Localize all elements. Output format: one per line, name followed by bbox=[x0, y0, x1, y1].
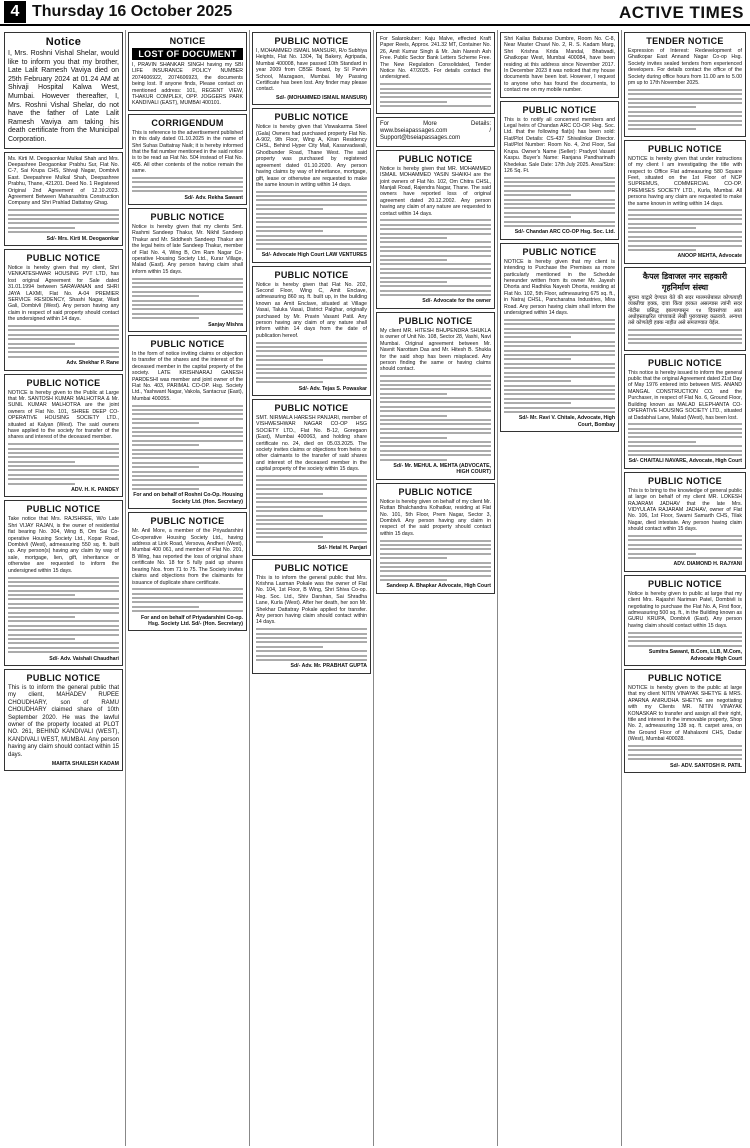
notice-title: PUBLIC NOTICE bbox=[150, 339, 225, 349]
notice-title: NOTICE bbox=[169, 36, 206, 46]
notice-signature: Sd/- ADV. SANTOSH R. PATIL bbox=[670, 762, 742, 769]
notice-box bbox=[128, 512, 247, 631]
notice-box bbox=[624, 140, 746, 264]
notice-text-lines bbox=[256, 191, 367, 250]
notice-signature: ANOOP MEHTA, Advocate bbox=[677, 253, 742, 260]
notice-signature: Sd/- Hetal H. Panjari bbox=[317, 545, 367, 552]
notice-body: My client MR. HITESH BHUPENDRA SHUKLA is owner of Unit No. 108, Sector 28, Vashi, Navi Mumbai. Original agreement between Mr. Navnit Narottam Das and Mr. Hitesh B. Shukla for the said shop has been misplaced. Any person finding the same or having claims should contact. bbox=[380, 327, 491, 373]
notice-title: PUBLIC NOTICE bbox=[648, 143, 722, 154]
notice-body: Expression of Interest: Redevelopment of Ghatkopar East Annand Nagar Co-op Hsg. Society invites sealed tenders from experienced developers. For details contact the office of the Society during office hours from 11.00 am to 5.00 pm up to 17th November 2025. bbox=[628, 48, 742, 87]
notice-signature: For and on behalf of Priyadarshini Co-op. Hsg. Society Ltd. Sd/- (Hon. Secretary) bbox=[140, 614, 243, 628]
notice-columns bbox=[2, 30, 748, 1146]
notice-body: NOTICE is hereby given to the Public at Large that Mr. SANTOSH KUMAR MALHOTRA & Mr. SUNIL KUMAR MALHOTRA are the joint owners of Flat No. 101, SHREE DEEP CO-OPERATIVE HOUSING SOCIETY LTD., situated at Kalyan (West). The said owners have applied to the society for transfer of the shares and interest of the deceased member. bbox=[8, 389, 119, 441]
notice-title: PUBLIC NOTICE bbox=[274, 36, 349, 46]
notice-text-lines bbox=[628, 745, 742, 760]
notice-box bbox=[4, 669, 123, 771]
notice-signature: Sd/- Adv. Rekha Sawant bbox=[184, 194, 243, 201]
notice-title: PUBLIC NOTICE bbox=[648, 578, 722, 589]
notice-body: Notice is hereby given that Flat No. 202, Second Floor, Wing C, Amit Enclave, admeasuring 860 sq. ft. built up, in the building known as Amit Enclave, situated at Village Vasai, Taluka Vasai, District Palghar, originally purchased by Mr. Pravin Vasant Patil. Any person having any claim of any nature shall inform within 14 days from the date of publication hereof. bbox=[256, 281, 367, 339]
notice-text-lines bbox=[628, 632, 742, 647]
notice-body: Notice is hereby given that my client, Shri VENKATESHWAR HOUSING PVT LTD, has lost original Agreement for Sale dated 31.01.1994 between SARAVANAN and SHRI JAYA LAXMI, Flat No. A-04 PREMIER SERVICE RESIDENCY, Shashi Nagar, Wadi Gali, Dombivli (West). Any person having any claim in respect of said property should contact the undersigned within 14 days. bbox=[8, 264, 119, 323]
notice-box bbox=[128, 208, 247, 332]
notice-body: For More Details: www.bseiapassages.com / Support@bseiapassages.com bbox=[380, 120, 491, 142]
notice-title: PUBLIC NOTICE bbox=[398, 486, 473, 497]
notice-body: This is to inform the general public that Mrs. Krishna Laxman Pokale was the owner of Flat No. 104, 1st Floor, B Wing, Shri Shiva Co-op. Hsg. Soc. Ltd., Shiv Darshan, Sai Shradha Lane, Kurla (West). After her death, her son Mr. Shekhar Dattatray Pokale applied for transfer. Any person having claim should contact within 14 days. bbox=[256, 574, 367, 626]
notice-body: For Salarokuber: Kaju Malve, effected Kraft Paper Reels, Approx. 241.32 MT, Container No. 26, Amit Kumar Singh & Mr. Jain Naresh Ash Free. Public Sector Bank Letters Scheme Free. The New Regulation Consolidated, Tender Notice No. 47/2025. For details contact the undersigned. bbox=[380, 36, 491, 81]
notice-signature: Sandeep A. Bhapkar Advocate, High Court bbox=[386, 583, 491, 590]
notice-text-lines bbox=[628, 423, 742, 456]
notice-box bbox=[376, 312, 495, 480]
notice-signature: Sd/- Advocate for the owner bbox=[422, 298, 491, 305]
notice-text-lines bbox=[132, 177, 243, 192]
page-number: 4 bbox=[4, 1, 26, 23]
notice-box bbox=[4, 500, 123, 665]
notice-title: PUBLIC NOTICE bbox=[26, 377, 101, 388]
notice-body: Notice is hereby given on behalf of my client Mr. Ruttan Bhalchandra Kolhatkar, residing at Flat No. 101, 5th Floor, Prem Nagar, Sector 3, Dombivli. Any person having any claim in respect of the said property should contact within 15 days. bbox=[380, 498, 491, 537]
notice-title: PUBLIC NOTICE bbox=[398, 153, 473, 164]
column-1 bbox=[2, 30, 126, 1146]
notice-body: Notice is hereby given to public at large that my client Mrs. Rajashri Nariman Patel, Dombivli is negotiating to purchase the Flat No. A, First floor, admeasuring 500 sq. ft., in the Building known as GURU KRUPA, Dombivli (East). Any person having claim should contact within 15 days. bbox=[628, 590, 742, 629]
notice-signature: ADV. DIAMOND H. RAJYANI bbox=[673, 561, 742, 568]
notice-box bbox=[624, 267, 746, 351]
notice-text-lines bbox=[256, 342, 367, 384]
notice-text-lines bbox=[380, 83, 491, 107]
notice-box bbox=[4, 32, 123, 149]
notice-box bbox=[500, 101, 619, 240]
notice-text-lines bbox=[132, 278, 243, 320]
notice-signature: Sd/- Adv. Tejas S. Powaskar bbox=[298, 385, 367, 392]
notice-body: I, MOHAMMED ISMAIL MANSURI, R/o Subhiya Heights, Flat No. 1304, Taj Bakery, Agripada, Mumbai 400008, have passed 10th Standard in year 2009 from CBSE Board, by SI Parvin School, Mazagaon, Mumbai. My Passing Certificate has been lost. Any finder may please contact. bbox=[256, 48, 367, 93]
notice-body: SMT. NIRMALA HARESH PANJARI, member of VISHWESHWAR NAGAR CO-OP HSG SOCIETY LTD., Flat No. B-12, Goregaon (East), Mumbai 400063, and holding share certificate no. 24, died on 05.03.2025. The society invites claims or objections from heirs or other claimants to the transfer of said shares and interest of the deceased member in the capital property of the society within 15 days. bbox=[256, 414, 367, 473]
notice-text-lines bbox=[628, 209, 742, 251]
notice-box bbox=[624, 575, 746, 666]
notice-body: This is to inform the general public that my client, MAHADEV RUPEE CHOUDHARY, son of RAMU CHOUDHARY claimed share of 10th September 2020. He was the lawful owner of the property located at PLOT NO. 261, BEHIND KANDIVALI (WEST), KANDIVALI WEST, MUMBAI. Any person having any claim should contact within 15 days. bbox=[8, 684, 119, 758]
notice-box bbox=[624, 472, 746, 572]
notice-signature: Sd/- Adv. Mr. PRABHAT GUPTA bbox=[290, 663, 367, 670]
notice-text-lines bbox=[132, 405, 243, 490]
notice-title: PUBLIC NOTICE bbox=[26, 252, 101, 263]
notice-title: Notice bbox=[45, 36, 82, 48]
notice-signature: Sumitra Sawant, B.Com, LLB, M.Com, Advocate High Court bbox=[648, 649, 742, 662]
notice-signature: Sd/- Adv. Vaishali Chaudhari bbox=[49, 655, 119, 662]
notice-box bbox=[500, 32, 619, 98]
notice-title: PUBLIC NOTICE bbox=[522, 104, 597, 115]
notice-signature: Sd/- CHAITALI NAVARE, Advocate, High Court bbox=[628, 458, 742, 465]
notice-text-lines bbox=[380, 375, 491, 460]
notice-box bbox=[252, 399, 371, 556]
notice-title: PUBLIC NOTICE bbox=[26, 504, 101, 515]
notice-text-lines bbox=[256, 475, 367, 543]
notice-title: PUBLIC NOTICE bbox=[274, 402, 349, 413]
notice-text-lines bbox=[628, 535, 742, 559]
notice-body: This is reference to the advertisement published in this daily dated 01.10.2025 in the name of Shri Suhas Dattatray Naik; it is hereby informed that the flat number mentioned in the said notice is to be read as Flat No. 504 instead of Flat No. 405. All other contents of the notice remain the same. bbox=[132, 129, 243, 175]
column-6 bbox=[622, 30, 748, 1146]
notice-body: NOTICE is hereby given that under instructions of my client I am investigating the title with respect to Office Flat admeasuring 580 Square Feet, situated on the 1st Floor of NCP SUPREMUS, COMMERCIAL CO-OP. PREMISES SOCIETY LTD., Kurla, Mumbai. All persons having any claim are requested to make the same known in writing within 14 days. bbox=[628, 155, 742, 207]
notice-body: NOTICE is hereby given that my client is intending to Purchase the Premises as more particularly mentioned in the Schedule hereunder written from its owner Mr. Jayesh Dhorta and Radhika Nayesh Dhorta, residing at Flat No. 102, 5th Floor, admeasuring 675 sq. ft., in Natraj CHSL, Pancharatna Industries, Mira Road. Any person having claim shall inform the undersigned within 14 days. bbox=[504, 258, 615, 317]
notice-box bbox=[376, 483, 495, 594]
notice-subtitle: LOST OF DOCUMENT bbox=[132, 48, 243, 60]
notice-title: PUBLIC NOTICE bbox=[274, 269, 349, 280]
notice-body: This notice is hereby issued to inform the general public that the original Agreement dated 21st Day of May 1976 entered into between M/S. ANAND MANGAL CONSTRUCTION CO. and the Purchaser, in respect of Flat No. 6, Ground Floor, Building known as MALAD ELEPHANTA CO-OPERATIVE HOUSING SOCIETY LTD., situated at Dadabhai Lane, Malad (West), has been lost. bbox=[628, 369, 742, 421]
notice-box bbox=[252, 32, 371, 105]
notice-body: Notice is hereby given that Viswakarma Steel (Gala) Owners had purchased property Flat No. A-902, 9th Floor, Wing A, Kiran Residency CHSL, Behind Hyper City Mall, Kasarvadavali, Ghodbunder Road, Thane West. The said property was purchased by registered agreement dated 01.10.2020. Any person having claims by way of inheritance, mortgage, gift, lease or otherwise are requested to make the same known in writing within 14 days. bbox=[256, 124, 367, 188]
notice-box bbox=[624, 354, 746, 469]
newspaper-name: ACTIVE TIMES bbox=[618, 3, 744, 22]
notice-body: Take notice that Mrs. RAJSHREE, W/o Late Shri VIJAY RAJAN, is the owner of residential flat bearing No. 304, Wing B, Om Sai Co-operative Housing Society Ltd., Kopar Road, Dombivli (West), admeasuring 550 sq. ft. built up. Any person(s) having any claim by way of sale, mortgage, lien, gift, inheritance or otherwise are requested to inform the undersigned within 15 days. bbox=[8, 516, 119, 574]
issue-date: Thursday 16 October 2025 bbox=[32, 3, 233, 20]
notice-signature: Sd/- Chandan ARC CO-OP Hsg. Soc. Ltd. bbox=[514, 229, 615, 236]
notice-title: CORRIGENDUM bbox=[151, 117, 224, 128]
notice-text-lines bbox=[380, 540, 491, 582]
notice-title: PUBLIC NOTICE bbox=[150, 212, 225, 223]
column-3 bbox=[250, 30, 374, 1146]
notice-text-lines bbox=[380, 219, 491, 296]
notice-text-lines bbox=[504, 319, 615, 413]
notice-box bbox=[376, 150, 495, 309]
notice-box bbox=[252, 266, 371, 396]
notice-title: कैपल डिवाजल नगर सहकारी गृहनिर्माण संस्था bbox=[642, 271, 728, 292]
notice-signature: ADV. H. K. PANDEY bbox=[71, 487, 119, 494]
notice-signature: MAMTA SHAILESH KADAM bbox=[51, 761, 119, 767]
notice-box bbox=[376, 117, 495, 147]
notice-box bbox=[4, 152, 123, 246]
notice-body: Mr. Anil More, a member of the Priyadarshini Co-operative Housing Society Ltd., having address at Link Road, Versova, Andheri (West), Mumbai 400 061, and member of Flat No. 201, B Wing, has reported the loss of original share certificate No. 18 for 5 fully paid up shares bearing Nos. from 71 to 75. The Society invites claims and objections from the claimants for issuance of duplicate share certificate. bbox=[132, 528, 243, 586]
notice-box bbox=[624, 32, 746, 137]
notice-text-lines bbox=[8, 577, 119, 654]
notice-title: PUBLIC NOTICE bbox=[398, 315, 473, 326]
notice-body: In the form of notice inviting claims or objection to transfer of the shares and the interest of the deceased member in the capital property of the society. LATE KRISHNARAJ GANESH PARDESHI was member and joint owner of the Flat No. 403, PARIMAL CO-OP. Hsg. Society Ltd., Yashwant Nagar, Vakola, Santacruz (East), Mumbai 400055. bbox=[132, 351, 243, 402]
notice-title: PUBLIC NOTICE bbox=[26, 672, 101, 683]
notice-box bbox=[500, 243, 619, 432]
column-4 bbox=[374, 30, 498, 1146]
notice-box bbox=[128, 32, 247, 111]
notice-box bbox=[252, 108, 371, 262]
notice-title: PUBLIC NOTICE bbox=[274, 112, 349, 123]
notice-signature: Sanjay Mishra bbox=[208, 321, 243, 328]
notice-signature: For and on behalf of Roshni Co-Op. Housing Society Ltd. (Hon. Secretary) bbox=[133, 492, 243, 505]
notice-signature: Sd/- Mr. Ravi V. Chitale, Advocate, High Court, Bombay bbox=[518, 415, 615, 428]
notice-body: This is to notify all concerned members and Legal heirs of Chandan ARC CO-OP. Hsg. Soc. Ltd. that the following flat(s) has been sold: Flat/Plot Details: CS-437 Shivalinkar Director. Flat/Plot Number: Room No. 4, 2nd Floor, Sai Krupa. Owner's Name (Seller): Pradyot Vasant Kaspu. Buyer's Name: Ranjana Pandharinath Khedekar. Sale Date: 17th July 2025. Area/Size: 126 Sq. Ft. bbox=[504, 116, 615, 174]
notice-text-lines bbox=[256, 628, 367, 661]
notice-title: PUBLIC NOTICE bbox=[648, 673, 722, 684]
notice-title: PUBLIC NOTICE bbox=[274, 562, 349, 573]
notice-box bbox=[624, 669, 746, 773]
notice-body: सूचना याद्वारे देण्यात येते की सदर मालमत्तेबाबत कोणत्याही व्यक्तीचा हक्क, दावा किंवा हरकत असल्यास त्यांनी सदर नोटीस प्रसिद्ध झाल्यापासून १४ दिवसांच्या आत अधोहस्ताक्षरित यांच्याकडे लेखी पुराव्यासह कळवावे. अन्यथा तसे कोणतेही हक्क नाहीत असे समजण्यात येईल. bbox=[628, 294, 742, 327]
notice-text-lines bbox=[8, 443, 119, 485]
column-2 bbox=[126, 30, 250, 1146]
notice-box bbox=[4, 374, 123, 498]
notice-text-lines bbox=[628, 329, 742, 344]
notice-title: PUBLIC NOTICE bbox=[522, 246, 597, 257]
notice-body: Notice is hereby given that MR. MOHAMMED ISMAIL MOHAMMED YASIN SHAIKH are the joint owners of Flat No. 102, Om Chitra CHSL, Manjali Road, Rajendra Nagar, Thane. The said owners have reported loss of original agreement dated 20.12.2002. Any person having any claim of any nature are requested to contact within 14 days. bbox=[380, 165, 491, 217]
notice-body: NOTICE is hereby given to the public at large that my client NITIN VINAYAK SHETYE & MRS. APARNA ANIRUDHA SHETYE are negotiating with my Clients MR. NITIN VINAYAK KONASKAR to transfer and assign all their right, title and interest in the immovable property, Shop No. 2, admeasuring 138 sq. ft. carpet area, on the Ground Floor of Mahalaxmi CHS, Dadar (West), Mumbai 400028. bbox=[628, 685, 742, 743]
notice-signature: Sd/- (MOHAMMED ISMAIL MANSURI) bbox=[276, 94, 367, 101]
notice-body: I, Mrs. Roshni Vishal Shelar, would like to inform you that my brother, Late Lalit Ramesh Vaviya died on 25th February 2024 at 01.24 AM at Shivaji Hospital Kalwa West, Mumbai. However thereafter, I, Mrs. Roshni Vishal Shelar, do not have the father of Late Lalit Ramesh Vaviya am taking his death certificate from the Municipal Corporation. bbox=[8, 50, 119, 143]
notice-signature: Sd/- Mrs. Kirti M. Deogaonkar bbox=[46, 235, 119, 242]
notice-text-lines bbox=[504, 177, 615, 227]
notice-text-lines bbox=[8, 325, 119, 358]
notice-box bbox=[252, 559, 371, 674]
notice-body: Notice is hereby given that my clients Smt. Rashmi Sandeep Thakur, Mr. Nikhil Sandeep Thakur and Mr. Siddhesh Sandeep Thakur are the legal heirs of late Sandeep Thakur, member of Flat No. 4, Wing B, Om Ram Nagar Co-operative Housing Society Ltd., Kurar Village, Malad (East). Any person having claim shall inform within 15 days. bbox=[132, 224, 243, 275]
notice-body: Ms. Kirti M. Deogaonkar Mulkal Shah and Mrs. Deepashree Deogaonkar Prabhu Sur, Flat No. C-7, Sai Krupa CHS, Shivaji Nagar, Dombivli East. Deepashree Mulkal Shah, Deepashree Prabhu, Thane, 421201. Deed No. 1 Registered Original 2nd Agreement of 12.10.2023. Agreement Between Maharashtra Construction Company and Shri Prahlad Dattatray Ghag. bbox=[8, 155, 119, 207]
notice-box bbox=[128, 335, 247, 509]
notice-body: Shri Kailas Baburao Dumbre, Room No. C-8, Near Master Chawl No. 2, R. S. Kadam Marg, Shri Krishna Krida Mandal, Bhatwadi, Ghatkopar West, Mumbai 400084, have been residing at this address since November 2017. In December 2023 it was noticed that my house documents have been lost. However, I request to anyone who has found the documents, to contact me on my mobile number. bbox=[504, 36, 615, 94]
notice-title: PUBLIC NOTICE bbox=[648, 357, 722, 368]
notice-box bbox=[4, 249, 123, 371]
notice-body: This is to bring to the knowledge of general public at large on behalf of my client MR. LOKESH RAJARAM JADHAV that the late Mrs. VIDYULATA RAJARAM JADHAV, owner of Flat No. 106, 1st Floor, Swami Samarth CHS, Tilak Nagar, died intestate. Any person having claim should contact within 15 days. bbox=[628, 487, 742, 533]
notice-text-lines bbox=[132, 588, 243, 612]
notice-body: I, PRAVIN SHANKAR SINGH having my SBI LIFE INSURANCE POLICY NUMBER 2074606922, 2074606923, the documents being lost. If anyone finds, Please contact on mentioned address: 101, REGENT VIEW, THAKUR COMPLEX, OPP. JOGGERS PARK KANDIVALI (EAST), MUMBAI 400101. bbox=[132, 62, 243, 107]
masthead bbox=[0, 0, 750, 26]
notice-box bbox=[376, 32, 495, 114]
notice-title: TENDER NOTICE bbox=[646, 36, 724, 46]
notice-signature: Adv. Shekhar P. Rane bbox=[66, 360, 119, 367]
notice-signature: Sd/- Mr. MEHUL A. MEHTA (ADVOCATE, HIGH COURT) bbox=[393, 462, 491, 476]
notice-signature: Sd/- Advocate High Court LAW VENTURES bbox=[261, 252, 367, 259]
column-5 bbox=[498, 30, 622, 1146]
notice-text-lines bbox=[8, 209, 119, 233]
notice-title: PUBLIC NOTICE bbox=[648, 475, 722, 486]
notice-title: PUBLIC NOTICE bbox=[150, 516, 225, 527]
notice-box bbox=[128, 114, 247, 205]
notice-text-lines bbox=[628, 89, 742, 131]
